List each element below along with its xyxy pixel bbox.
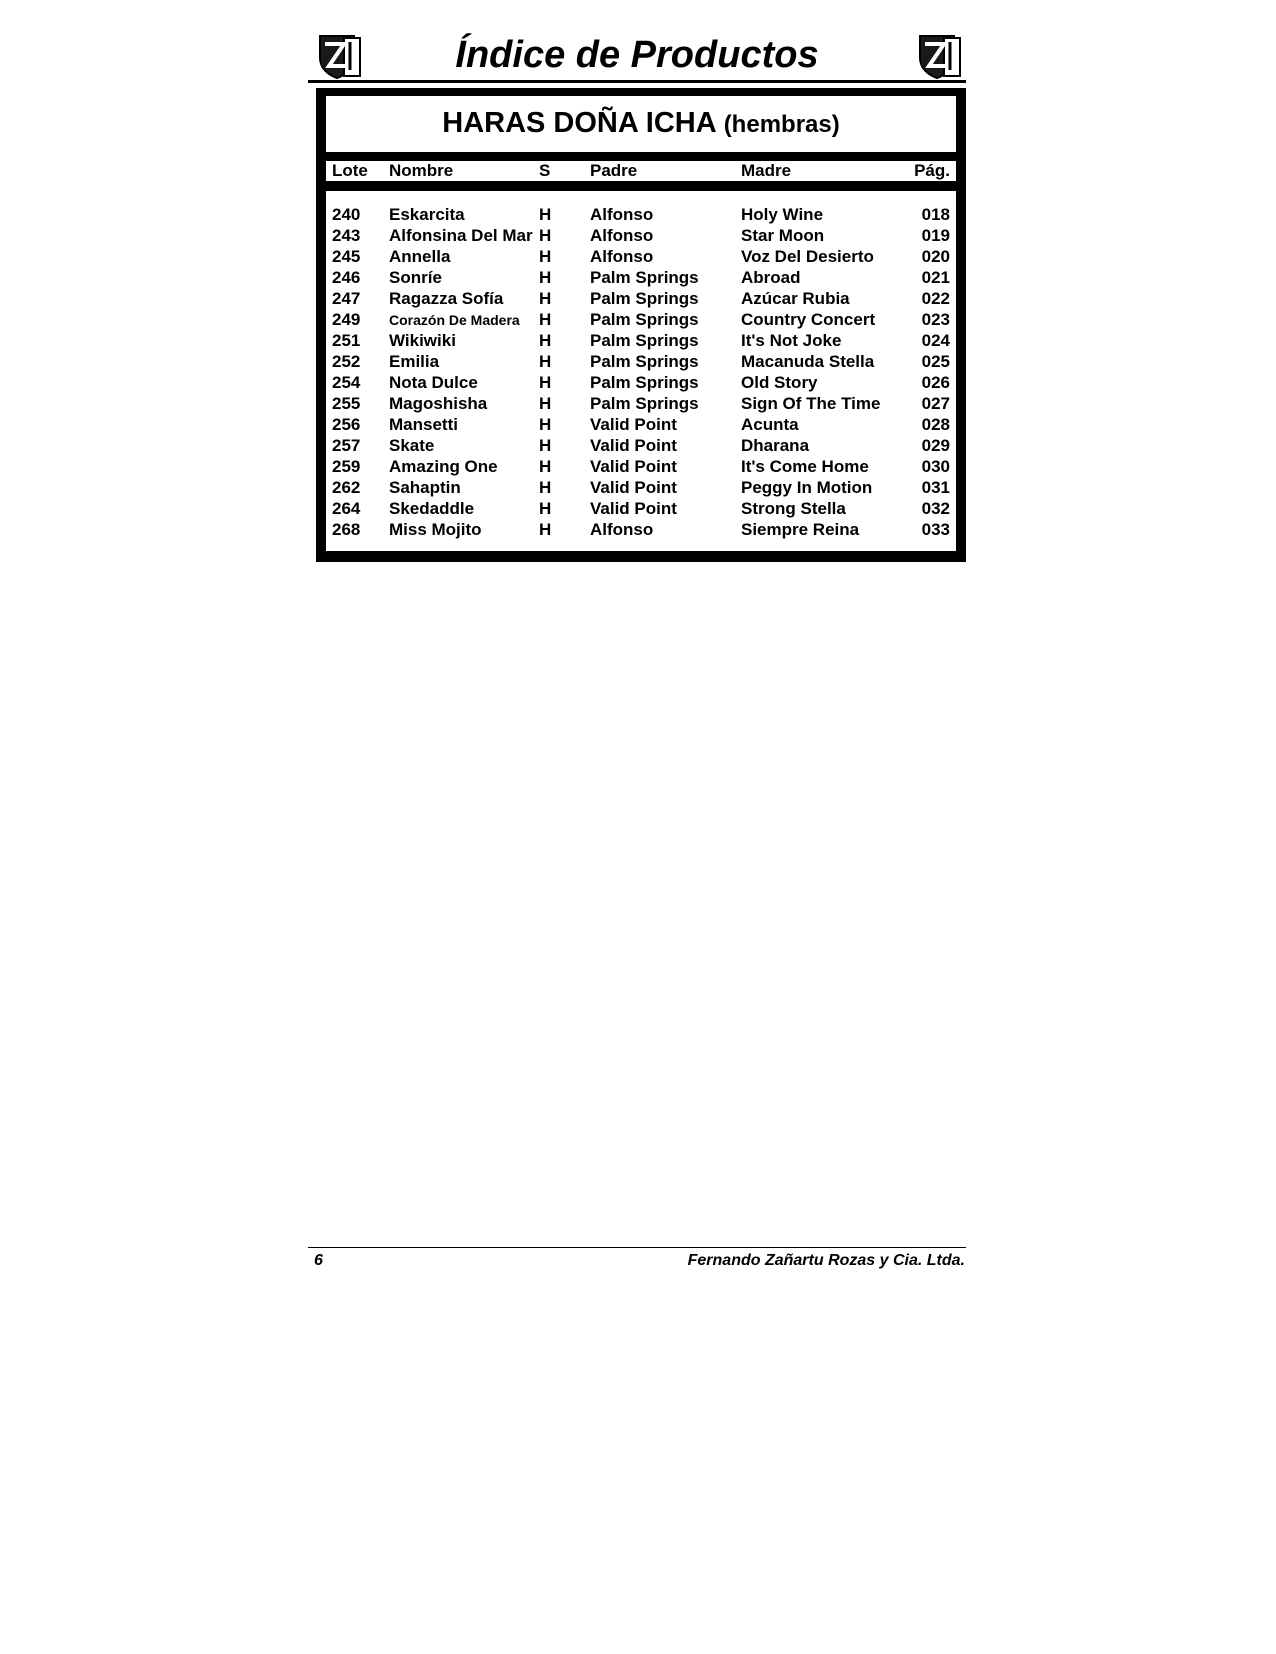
page-title: Índice de Productos xyxy=(455,34,819,76)
product-index-table xyxy=(316,88,966,562)
footer-divider xyxy=(308,1247,966,1248)
cell-padre: Valid Point xyxy=(590,478,677,497)
cell-sexo: H xyxy=(539,520,552,539)
cell-pagina: 022 xyxy=(921,289,950,308)
cell-sexo: H xyxy=(539,373,552,392)
cell-nombre: Mansetti xyxy=(389,415,458,434)
cell-pagina: 027 xyxy=(921,394,950,413)
cell-sexo: H xyxy=(539,415,552,434)
table-row xyxy=(326,268,956,289)
cell-pagina: 029 xyxy=(921,436,950,455)
cell-nombre: Skate xyxy=(389,436,435,455)
column-header-nombre: Nombre xyxy=(389,161,454,180)
cell-madre: Holy Wine xyxy=(741,205,824,224)
table-row xyxy=(326,289,956,310)
table-header-row xyxy=(326,161,956,181)
cell-padre: Palm Springs xyxy=(590,352,699,371)
column-header-padre: Padre xyxy=(590,161,638,180)
cell-padre: Alfonso xyxy=(590,247,654,266)
cell-padre: Palm Springs xyxy=(590,331,699,350)
cell-sexo: H xyxy=(539,478,552,497)
cell-madre: Old Story xyxy=(741,373,818,392)
cell-nombre: Amazing One xyxy=(389,457,498,476)
cell-sexo: H xyxy=(539,457,552,476)
cell-pagina: 019 xyxy=(921,226,950,245)
section-title-main: HARAS DOÑA ICHA xyxy=(442,107,716,139)
cell-pagina: 020 xyxy=(921,247,950,266)
cell-madre: Country Concert xyxy=(741,310,876,329)
cell-pagina: 018 xyxy=(921,205,950,224)
table-row xyxy=(326,310,956,331)
cell-lote: 247 xyxy=(332,289,361,308)
zr-shield-logo-icon xyxy=(914,32,962,80)
cell-padre: Palm Springs xyxy=(590,289,699,308)
cell-pagina: 033 xyxy=(921,520,950,539)
column-header-madre: Madre xyxy=(741,161,792,180)
section-title-box xyxy=(326,96,956,152)
cell-madre: It's Come Home xyxy=(741,457,869,476)
cell-pagina: 025 xyxy=(921,352,950,371)
table-body xyxy=(326,191,956,551)
cell-nombre: Corazón De Madera xyxy=(389,312,520,328)
cell-nombre: Emilia xyxy=(389,352,440,371)
table-row xyxy=(326,352,956,373)
cell-madre: Acunta xyxy=(741,415,799,434)
cell-sexo: H xyxy=(539,310,552,329)
table-row xyxy=(326,478,956,499)
column-header-pag: Pág. xyxy=(914,161,950,180)
cell-padre: Palm Springs xyxy=(590,394,699,413)
cell-padre: Valid Point xyxy=(590,415,677,434)
cell-nombre: Wikiwiki xyxy=(389,331,456,350)
cell-nombre: Skedaddle xyxy=(389,499,475,518)
cell-madre: Voz Del Desierto xyxy=(741,247,874,266)
company-name: Fernando Zañartu Rozas y Cia. Ltda. xyxy=(687,1252,965,1269)
cell-nombre: Alfonsina Del Mar xyxy=(389,226,533,245)
cell-madre: Star Moon xyxy=(741,226,825,245)
cell-sexo: H xyxy=(539,226,552,245)
cell-nombre: Magoshisha xyxy=(389,394,488,413)
cell-madre: Peggy In Motion xyxy=(741,478,873,497)
cell-lote: 251 xyxy=(332,331,361,350)
cell-lote: 256 xyxy=(332,415,361,434)
cell-padre: Valid Point xyxy=(590,436,677,455)
cell-madre: Abroad xyxy=(741,268,801,287)
cell-sexo: H xyxy=(539,289,552,308)
table-row xyxy=(326,436,956,457)
cell-lote: 264 xyxy=(332,499,361,518)
cell-sexo: H xyxy=(539,436,552,455)
cell-sexo: H xyxy=(539,499,552,518)
table-row xyxy=(326,520,956,541)
cell-nombre: Sonríe xyxy=(389,268,442,287)
cell-padre: Valid Point xyxy=(590,457,677,476)
cell-pagina: 024 xyxy=(921,331,950,350)
cell-nombre: Nota Dulce xyxy=(389,373,478,392)
cell-nombre: Ragazza Sofía xyxy=(389,289,504,308)
cell-sexo: H xyxy=(539,205,552,224)
section-title xyxy=(326,107,956,140)
cell-padre: Alfonso xyxy=(590,520,654,539)
cell-sexo: H xyxy=(539,268,552,287)
cell-pagina: 021 xyxy=(921,268,950,287)
cell-lote: 257 xyxy=(332,436,361,455)
cell-pagina: 030 xyxy=(921,457,950,476)
table-row xyxy=(326,205,956,226)
cell-lote: 249 xyxy=(332,310,361,329)
cell-pagina: 032 xyxy=(921,499,950,518)
table-row xyxy=(326,394,956,415)
cell-lote: 255 xyxy=(332,394,361,413)
cell-madre: Strong Stella xyxy=(741,499,846,518)
cell-padre: Palm Springs xyxy=(590,268,699,287)
header-divider xyxy=(308,80,966,83)
cell-lote: 268 xyxy=(332,520,361,539)
page-number: 6 xyxy=(314,1252,323,1269)
column-header-lote: Lote xyxy=(332,161,368,180)
cell-madre: Sign Of The Time xyxy=(741,394,881,413)
cell-lote: 240 xyxy=(332,205,361,224)
cell-nombre: Sahaptin xyxy=(389,478,461,497)
cell-pagina: 026 xyxy=(921,373,950,392)
cell-lote: 243 xyxy=(332,226,361,245)
page-header xyxy=(308,30,966,84)
cell-lote: 254 xyxy=(332,373,361,392)
table-row xyxy=(326,331,956,352)
cell-sexo: H xyxy=(539,247,552,266)
cell-madre: It's Not Joke xyxy=(741,331,842,350)
table-row xyxy=(326,226,956,247)
cell-lote: 246 xyxy=(332,268,361,287)
cell-lote: 252 xyxy=(332,352,361,371)
cell-padre: Palm Springs xyxy=(590,310,699,329)
cell-sexo: H xyxy=(539,331,552,350)
cell-lote: 245 xyxy=(332,247,361,266)
cell-pagina: 023 xyxy=(921,310,950,329)
cell-sexo: H xyxy=(539,394,552,413)
cell-nombre: Eskarcita xyxy=(389,205,465,224)
cell-nombre: Miss Mojito xyxy=(389,520,482,539)
cell-padre: Alfonso xyxy=(590,205,654,224)
cell-madre: Azúcar Rubia xyxy=(741,289,850,308)
table-row xyxy=(326,373,956,394)
cell-lote: 259 xyxy=(332,457,361,476)
section-title-sub: (hembras) xyxy=(723,111,840,138)
cell-padre: Palm Springs xyxy=(590,373,699,392)
cell-pagina: 028 xyxy=(921,415,950,434)
table-row xyxy=(326,457,956,478)
table-row xyxy=(326,415,956,436)
cell-padre: Valid Point xyxy=(590,499,677,518)
table-row xyxy=(326,499,956,520)
cell-madre: Siempre Reina xyxy=(741,520,860,539)
cell-pagina: 031 xyxy=(921,478,950,497)
cell-sexo: H xyxy=(539,352,552,371)
column-header-s: S xyxy=(539,161,551,180)
table-row xyxy=(326,247,956,268)
cell-nombre: Annella xyxy=(389,247,451,266)
cell-padre: Alfonso xyxy=(590,226,654,245)
cell-madre: Dharana xyxy=(741,436,810,455)
cell-madre: Macanuda Stella xyxy=(741,352,875,371)
cell-lote: 262 xyxy=(332,478,361,497)
